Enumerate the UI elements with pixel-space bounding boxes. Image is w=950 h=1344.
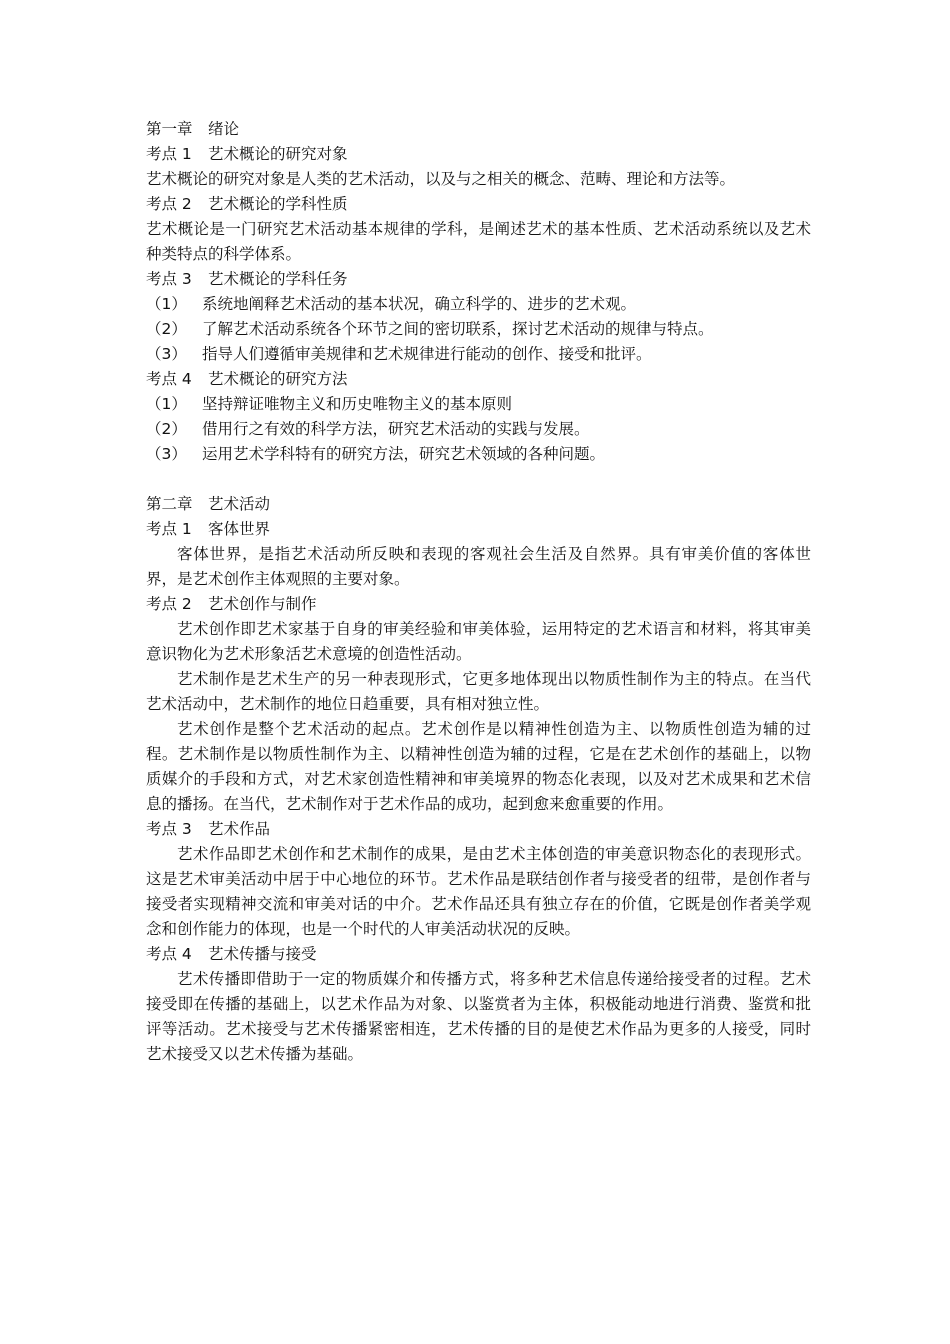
section-title: 艺术概论的学科任务 [208, 270, 348, 288]
section-title: 客体世界 [208, 520, 271, 538]
chapter-title: 绪论 [208, 120, 240, 138]
paragraph: 艺术概论是一门研究艺术活动基本规律的学科，是阐述艺术的基本性质、艺术活动系统以及艺术种类特点的科学体系。 [146, 220, 811, 263]
list-item [146, 392, 811, 417]
section-number: 考点 2 [146, 195, 192, 213]
list-item-text: 系统地阐释艺术活动的基本状况，确立科学的、进步的艺术观。 [202, 295, 637, 313]
list-item-number: （3） [146, 445, 187, 463]
list-item-number: （2） [146, 320, 187, 338]
section-heading [146, 267, 811, 292]
section-title: 艺术传播与接受 [208, 945, 317, 963]
section-number: 考点 1 [146, 520, 192, 538]
chapter-number: 第二章 [146, 495, 193, 513]
chapter-heading [146, 492, 811, 517]
paragraph: 艺术作品即艺术创作和艺术制作的成果，是由艺术主体创造的审美意识物态化的表现形式。这是艺术审美活动中居于中心地位的环节。艺术作品是联结创作者与接受者的纽带，是创作者与接受者实现精神交流和审美对话的中介。艺术作品还具有独立存在的价值，它既是创作者美学观念和创作能力的体现，也是一个时代的人审美活动状况的反映。 [146, 845, 811, 938]
section-number: 考点 3 [146, 270, 192, 288]
section-number: 考点 4 [146, 945, 192, 963]
section-title: 艺术概论的学科性质 [208, 195, 348, 213]
section-number: 考点 4 [146, 370, 192, 388]
section-heading [146, 367, 811, 392]
spacer [146, 467, 811, 492]
list-item-number: （2） [146, 420, 187, 438]
section-heading [146, 592, 811, 617]
list-item [146, 317, 811, 342]
paragraph: 艺术概论的研究对象是人类的艺术活动，以及与之相关的概念、范畴、理论和方法等。 [146, 170, 736, 188]
list-item-text: 坚持辩证唯物主义和历史唯物主义的基本原则 [202, 395, 513, 413]
section-heading [146, 142, 811, 167]
list-item-number: （1） [146, 395, 187, 413]
paragraph: 艺术制作是艺术生产的另一种表现形式，它更多地体现出以物质性制作为主的特点。在当代艺术活动中，艺术制作的地位日趋重要，具有相对独立性。 [146, 670, 811, 713]
list-item-text: 运用艺术学科特有的研究方法，研究艺术领域的各种问题。 [202, 445, 606, 463]
chapter-title: 艺术活动 [208, 495, 271, 513]
section-heading [146, 517, 811, 542]
paragraph: 艺术传播即借助于一定的物质媒介和传播方式，将多种艺术信息传递给接受者的过程。艺术接受即在传播的基础上，以艺术作品为对象、以鉴赏者为主体，积极能动地进行消费、鉴赏和批评等活动。艺术接受与艺术传播紧密相连，艺术传播的目的是使艺术作品为更多的人接受，同时艺术接受又以艺术传播为基础。 [146, 970, 811, 1063]
section-heading [146, 817, 811, 842]
section-number: 考点 2 [146, 595, 192, 613]
section-heading [146, 192, 811, 217]
list-item-number: （1） [146, 295, 187, 313]
section-title: 艺术概论的研究方法 [208, 370, 348, 388]
list-item-number: （3） [146, 345, 187, 363]
section-title: 艺术作品 [208, 820, 271, 838]
list-item-text: 了解艺术活动系统各个环节之间的密切联系，探讨艺术活动的规律与特点。 [202, 320, 714, 338]
section-title: 艺术概论的研究对象 [208, 145, 348, 163]
chapter-heading [146, 117, 811, 142]
paragraph: 艺术创作即艺术家基于自身的审美经验和审美体验，运用特定的艺术语言和材料，将其审美意识物化为艺术形象活艺术意境的创造性活动。 [146, 620, 811, 663]
list-item [146, 342, 811, 367]
list-item [146, 417, 811, 442]
list-item [146, 442, 811, 467]
list-item-text: 指导人们遵循审美规律和艺术规律进行能动的创作、接受和批评。 [202, 345, 652, 363]
document-page [146, 117, 811, 1067]
section-number: 考点 1 [146, 145, 192, 163]
list-item [146, 292, 811, 317]
section-title: 艺术创作与制作 [208, 595, 317, 613]
section-heading [146, 942, 811, 967]
section-number: 考点 3 [146, 820, 192, 838]
chapter-number: 第一章 [146, 120, 193, 138]
list-item-text: 借用行之有效的科学方法，研究艺术活动的实践与发展。 [202, 420, 590, 438]
paragraph: 客体世界，是指艺术活动所反映和表现的客观社会生活及自然界。具有审美价值的客体世界，是艺术创作主体观照的主要对象。 [146, 545, 811, 588]
paragraph: 艺术创作是整个艺术活动的起点。艺术创作是以精神性创造为主、以物质性创造为辅的过程。艺术制作是以物质性制作为主、以精神性创造为辅的过程，它是在艺术创作的基础上，以物质媒介的手段和方式，对艺术家创造性精神和审美境界的物态化表现，以及对艺术成果和艺术信息的播扬。在当代，艺术制作对于艺术作品的成功，起到愈来愈重要的作用。 [146, 720, 811, 813]
